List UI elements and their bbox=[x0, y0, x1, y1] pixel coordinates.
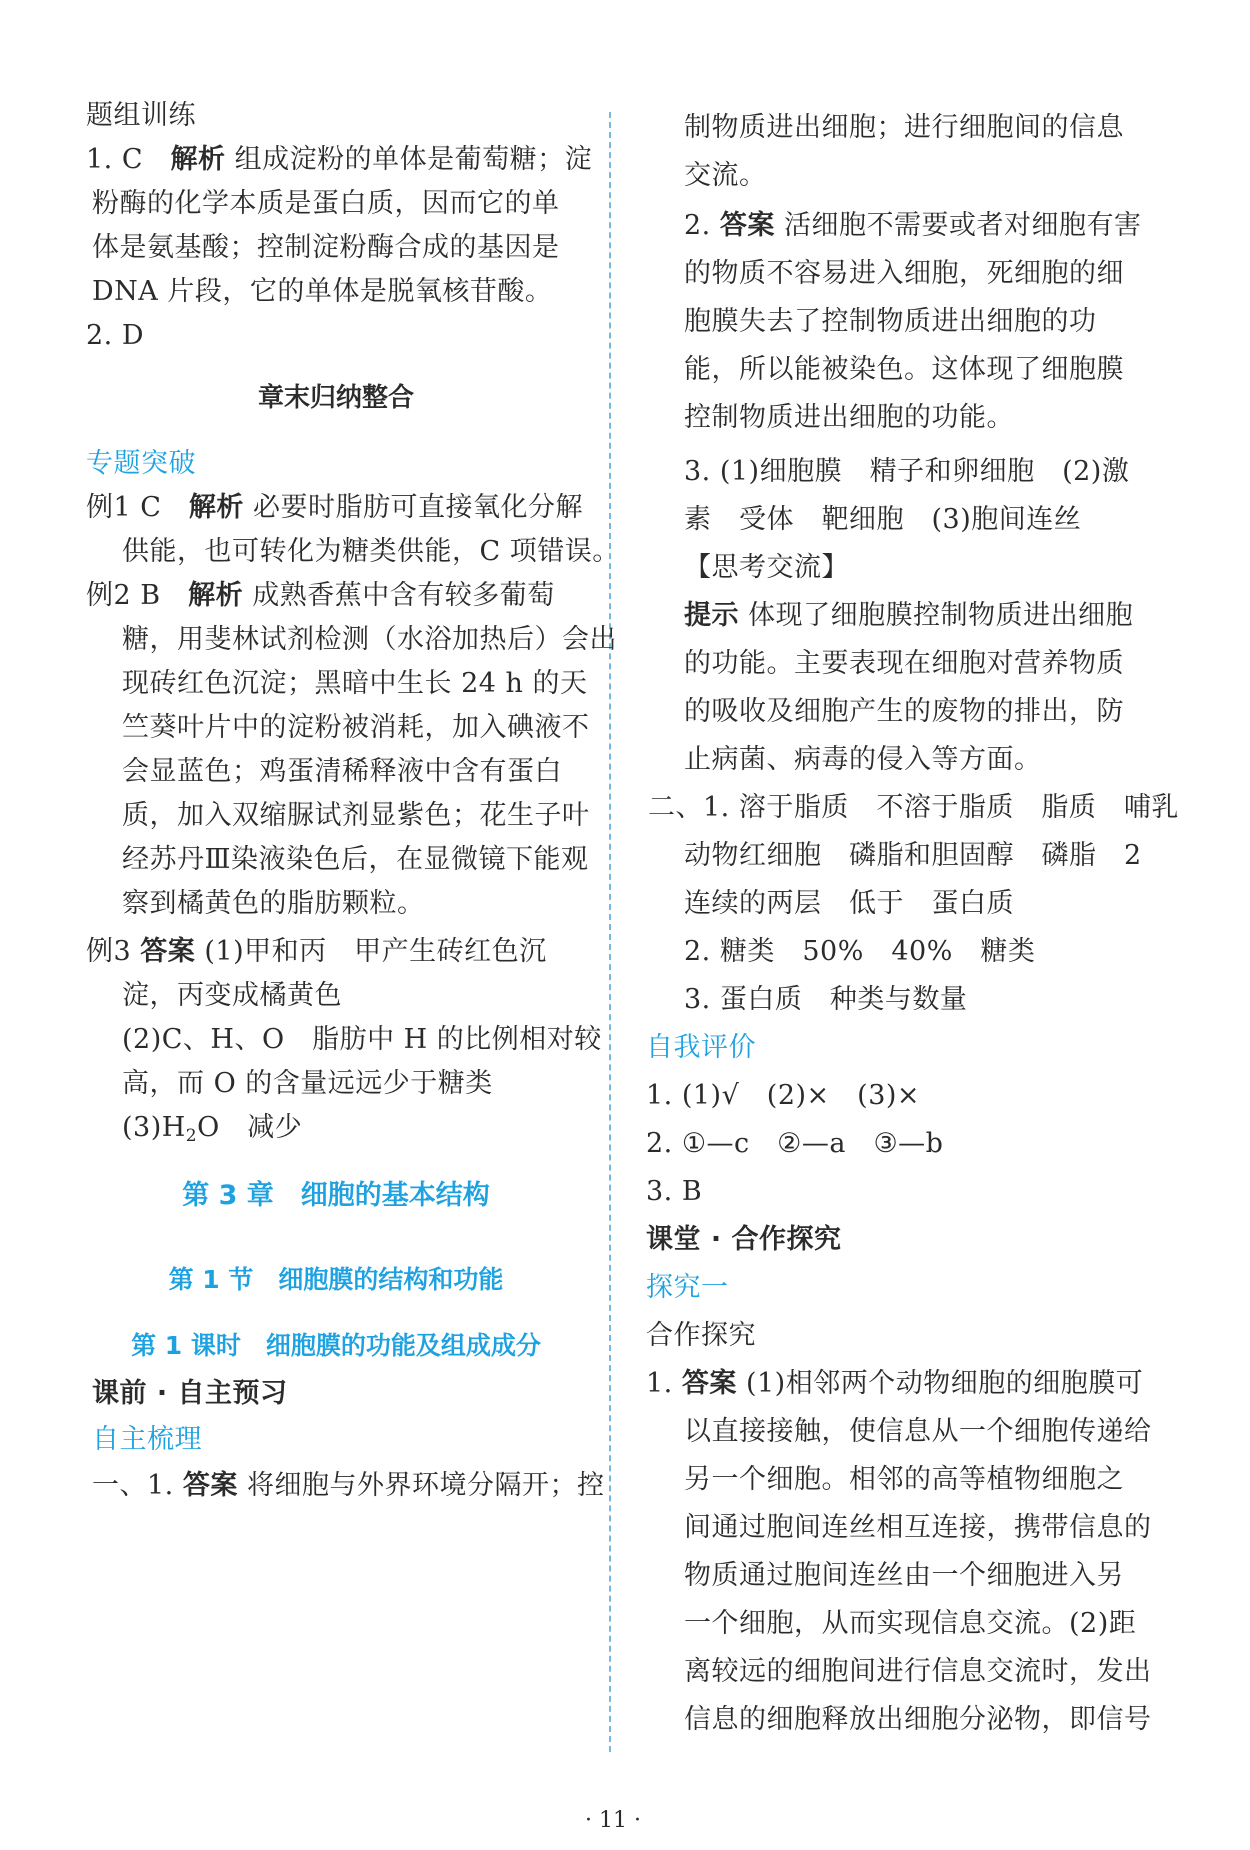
ex2-line-4: 竺葵叶片中的淀粉被消耗，加入碘液不 bbox=[122, 712, 590, 743]
self-eval-heading: 自我评价 bbox=[646, 1032, 756, 1063]
ex2-text: 成熟香蕉中含有较多葡萄 bbox=[252, 580, 555, 611]
ex1-label: 解析 bbox=[188, 492, 244, 523]
chapter-summary-title: 章末归纳整合 bbox=[257, 383, 414, 413]
a3-line-2: 素 受体 靶细胞 (3)胞间连丝 bbox=[684, 504, 1082, 535]
c1-line-2: 以直接接触，使信息从一个细胞传递给 bbox=[684, 1416, 1152, 1447]
s1-number: 一、1. bbox=[92, 1470, 174, 1501]
c1-line-5: 物质通过胞间连丝由一个细胞进入另 bbox=[684, 1560, 1124, 1591]
a2-number: 2. bbox=[684, 210, 711, 241]
ex2-line-1 bbox=[86, 580, 555, 612]
q1-label: 解析 bbox=[170, 144, 226, 175]
ex3-line-5 bbox=[122, 1112, 302, 1144]
hint-line-2: 的功能。主要表现在细胞对营养物质 bbox=[684, 648, 1124, 679]
ex3-formula-rest: O 减少 bbox=[197, 1112, 303, 1143]
q2: 2. D bbox=[86, 320, 144, 351]
lesson1-title: 第 1 课时 细胞膜的功能及组成成分 bbox=[131, 1331, 541, 1360]
ex1-line-2: 供能，也可转化为糖类供能，C 项错误。 bbox=[122, 536, 620, 567]
column-divider bbox=[609, 112, 611, 1752]
c1-line-8: 信息的细胞释放出细胞分泌物，即信号 bbox=[684, 1704, 1152, 1735]
b2-line: 2. 糖类 50% 40% 糖类 bbox=[684, 936, 1036, 967]
ex3-formula-part: (3)H bbox=[122, 1112, 186, 1143]
special-topic-heading: 专题突破 bbox=[86, 448, 196, 479]
hint-text: 体现了细胞膜控制物质进出细胞 bbox=[748, 600, 1134, 631]
c1-line-7: 离较远的细胞间进行信息交流时，发出 bbox=[684, 1656, 1152, 1687]
a2-line-5: 控制物质进出细胞的功能。 bbox=[684, 402, 1014, 433]
a2-line-1 bbox=[684, 210, 1141, 242]
c1-line-3: 另一个细胞。相邻的高等植物细胞之 bbox=[684, 1464, 1124, 1495]
q1-number: 1. C bbox=[86, 144, 144, 175]
s1-text: 将细胞与外界环境分隔开；控 bbox=[246, 1470, 605, 1501]
r-line-1: 制物质进出细胞；进行细胞间的信息 bbox=[684, 112, 1124, 143]
a2-line-3: 胞膜失去了控制物质进出细胞的功 bbox=[684, 306, 1097, 337]
section1-title: 第 1 节 细胞膜的结构和功能 bbox=[168, 1265, 504, 1294]
a2-line-4: 能，所以能被染色。这体现了细胞膜 bbox=[684, 354, 1124, 385]
q1-line-4: DNA 片段，它的单体是脱氧核苷酸。 bbox=[92, 276, 553, 307]
b3-line: 3. 蛋白质 种类与数量 bbox=[684, 984, 968, 1015]
hint-line-4: 止病菌、病毒的侵入等方面。 bbox=[684, 744, 1042, 775]
ex2-line-6: 质，加入双缩脲试剂显紫色；花生子叶 bbox=[122, 800, 590, 831]
hint-line-1 bbox=[684, 600, 1133, 632]
a2-text: 活细胞不需要或者对细胞有害 bbox=[783, 210, 1142, 241]
ex2-line-3: 现砖红色沉淀；黑暗中生长 24 h 的天 bbox=[122, 668, 588, 699]
a2-line-2: 的物质不容易进入细胞，死细胞的细 bbox=[684, 258, 1124, 289]
ex2-line-5: 会显蓝色；鸡蛋清稀释液中含有蛋白 bbox=[122, 756, 562, 787]
q1-line-2: 粉酶的化学本质是蛋白质，因而它的单 bbox=[92, 188, 560, 219]
s1-line bbox=[92, 1470, 604, 1502]
q1-text: 组成淀粉的单体是葡萄糖；淀 bbox=[234, 144, 593, 175]
ex1-line-1 bbox=[86, 492, 583, 524]
ex3-line-4: 高，而 O 的含量远远少于糖类 bbox=[122, 1068, 493, 1099]
s1-label: 答案 bbox=[182, 1470, 238, 1501]
page-number: · 11 · bbox=[585, 1808, 641, 1833]
coop-explore-heading: 合作探究 bbox=[646, 1320, 756, 1351]
q1-line-1 bbox=[86, 144, 592, 176]
ex1-number: 例1 C bbox=[86, 492, 162, 523]
think-exchange-title: 【思考交流】 bbox=[684, 552, 849, 583]
pre-class-heading: 课前 · 自主预习 bbox=[92, 1378, 288, 1409]
b1-line-3: 连续的两层 低于 蛋白质 bbox=[684, 888, 1014, 919]
ex2-line-2: 糖，用斐林试剂检测（水浴加热后）会出 bbox=[122, 624, 617, 655]
e3-line: 3. B bbox=[646, 1176, 703, 1207]
c1-text: (1)相邻两个动物细胞的细胞膜可 bbox=[745, 1368, 1144, 1399]
ex2-line-8: 察到橘黄色的脂肪颗粒。 bbox=[122, 888, 425, 919]
r-line-2: 交流。 bbox=[684, 160, 767, 191]
q1-line-3: 体是氨基酸；控制淀粉酶合成的基因是 bbox=[92, 232, 560, 263]
ex3-line-3: (2)C、H、O 脂肪中 H 的比例相对较 bbox=[122, 1024, 602, 1055]
in-class-heading: 课堂 · 合作探究 bbox=[646, 1224, 842, 1255]
hint-line-3: 的吸收及细胞产生的废物的排出，防 bbox=[684, 696, 1124, 727]
chapter3-title: 第 3 章 细胞的基本结构 bbox=[182, 1180, 490, 1211]
ex3-text: (1)甲和丙 甲产生砖红色沉 bbox=[204, 936, 547, 967]
explore1-heading: 探究一 bbox=[646, 1272, 729, 1303]
c1-line-6: 一个细胞，从而实现信息交流。(2)距 bbox=[684, 1608, 1137, 1639]
ex2-label: 解析 bbox=[188, 580, 244, 611]
ex3-label: 答案 bbox=[140, 936, 196, 967]
c1-line-4: 间通过胞间连丝相互连接，携带信息的 bbox=[684, 1512, 1152, 1543]
a2-label: 答案 bbox=[719, 210, 775, 241]
ex3-formula-subscript: 2 bbox=[185, 1126, 198, 1146]
ex3-number: 例3 bbox=[86, 936, 132, 967]
heading-group-training: 题组训练 bbox=[86, 100, 196, 131]
a3-line-1: 3. (1)细胞膜 精子和卵细胞 (2)激 bbox=[684, 456, 1130, 487]
e1-line: 1. (1)√ (2)× (3)× bbox=[646, 1080, 921, 1111]
c1-line-1 bbox=[646, 1368, 1143, 1400]
ex3-line-2: 淀，丙变成橘黄色 bbox=[122, 980, 342, 1011]
c1-number: 1. bbox=[646, 1368, 673, 1399]
hint-label: 提示 bbox=[684, 600, 739, 631]
ex1-text: 必要时脂肪可直接氧化分解 bbox=[253, 492, 584, 523]
ex2-line-7: 经苏丹Ⅲ染液染色后，在显微镜下能观 bbox=[122, 844, 589, 875]
b1-line-1: 二、1. 溶于脂质 不溶于脂质 脂质 哺乳 bbox=[648, 792, 1179, 823]
self-sort-heading: 自主梳理 bbox=[92, 1424, 202, 1455]
b1-line-2: 动物红细胞 磷脂和胆固醇 磷脂 2 bbox=[684, 840, 1142, 871]
c1-label: 答案 bbox=[681, 1368, 737, 1399]
ex3-line-1 bbox=[86, 936, 547, 968]
e2-line: 2. ①—c ②—a ③—b bbox=[646, 1128, 944, 1159]
ex2-number: 例2 B bbox=[86, 580, 161, 611]
